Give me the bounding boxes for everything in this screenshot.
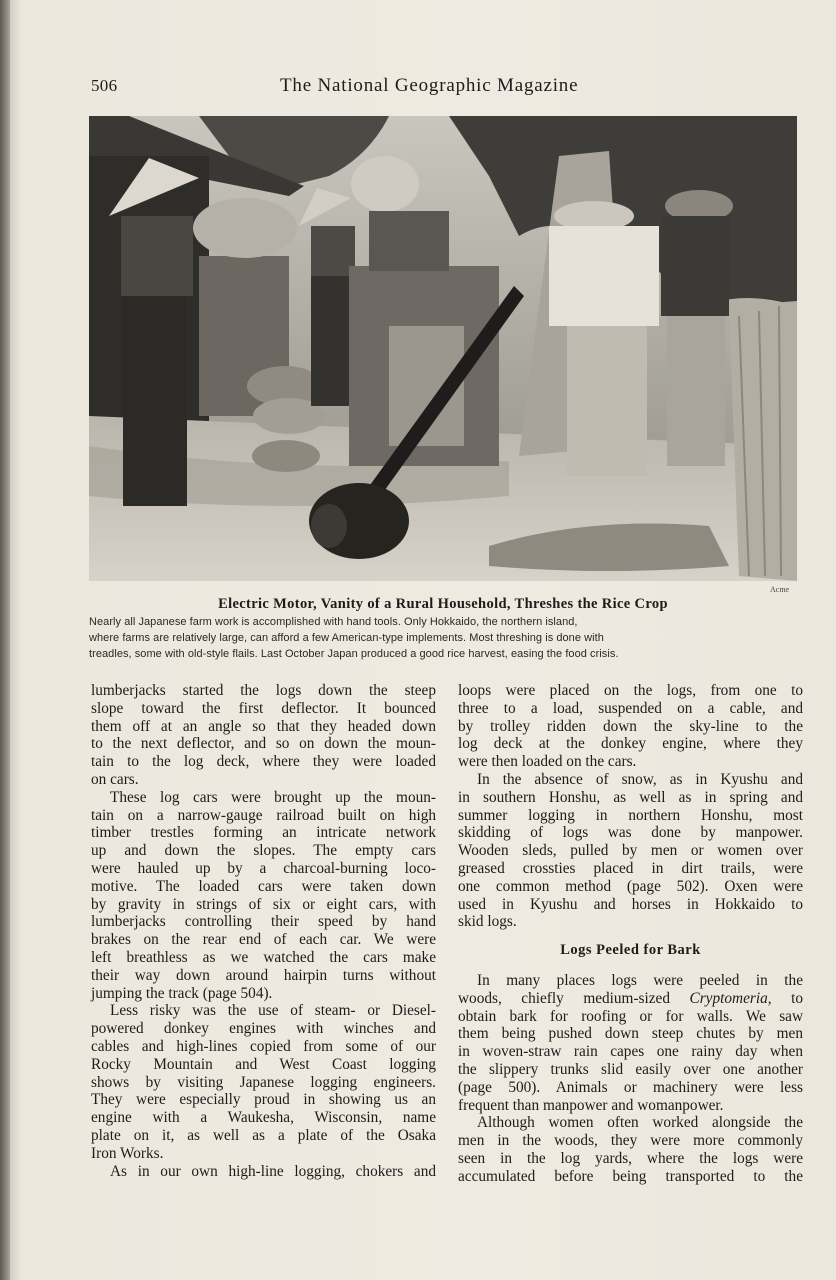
page-number: 506 bbox=[91, 76, 118, 95]
text-line: summer logging in northern Honshu, most bbox=[458, 806, 803, 824]
text-line: left breathless as we watched the cars make bbox=[91, 948, 436, 966]
text-line: In many places logs were peeled in the bbox=[477, 971, 803, 989]
text-fragment: woods, chiefly medium-sized bbox=[458, 989, 690, 1007]
text-line: accumulated before being transported to the bbox=[458, 1167, 803, 1185]
text-line: in woven-straw rain capes one rainy day when bbox=[458, 1043, 803, 1061]
text-line: the slippery trunks slid easily over one another bbox=[458, 1060, 803, 1078]
text-fragment: to bbox=[771, 989, 803, 1007]
section-heading: Logs Peeled for Bark bbox=[560, 942, 701, 959]
text-line: Rocky Mountain and West Coast logging bbox=[91, 1055, 436, 1073]
text-line: seen in the log yards, where the logs were bbox=[458, 1149, 803, 1167]
right-column bbox=[458, 682, 803, 1186]
text-line: Wooden sleds, pulled by men or women over bbox=[458, 842, 803, 860]
text-line: frequent than manpower and womanpower. bbox=[458, 1096, 724, 1114]
caption-line: treadles, some with old-style flails. Last October Japan produced a good rice harvest, easing the food crisis. bbox=[89, 648, 619, 660]
text-line: Although women often worked alongside the bbox=[477, 1114, 803, 1132]
text-line: tain on a narrow-gauge railroad built on high bbox=[91, 806, 436, 824]
photo-credit: Acme bbox=[770, 585, 790, 594]
text-line: lumberjacks started the logs down the steep bbox=[91, 682, 436, 699]
text-line: were then loaded on the cars. bbox=[458, 753, 637, 771]
text-line: men in the woods, they were more commonly bbox=[458, 1132, 803, 1150]
text-line: them off at an angle so that they headed down bbox=[91, 717, 436, 735]
text-line: on cars. bbox=[91, 770, 139, 788]
text-line: three to a load, suspended on a cable, and bbox=[458, 699, 803, 717]
rice-threshing-photo-icon bbox=[89, 116, 797, 581]
text-line: As in our own high-line logging, chokers and bbox=[110, 1162, 436, 1180]
text-line: slope toward the first deflector. It bounced bbox=[91, 699, 436, 717]
text-line: powered donkey engines with winches and bbox=[91, 1020, 436, 1038]
left-column bbox=[91, 682, 436, 1180]
text-line bbox=[458, 990, 803, 1008]
caption-title: Electric Motor, Vanity of a Rural Household, Threshes the Rice Crop bbox=[218, 596, 668, 612]
text-line: brakes on the rear end of each car. We were bbox=[91, 931, 436, 949]
text-line: (page 500). Animals or machinery were less bbox=[458, 1078, 803, 1096]
text-line: log deck at the donkey engine, where they bbox=[458, 735, 803, 753]
text-line: were hauled up by a charcoal-burning loco- bbox=[91, 859, 436, 877]
italic-term: Cryptomeria, bbox=[689, 989, 772, 1007]
text-line: skidding of logs was done by manpower. bbox=[458, 824, 803, 842]
text-line: obtain bark for roofing or for walls. We saw bbox=[458, 1007, 803, 1025]
caption-line: Nearly all Japanese farm work is accomplished with hand tools. Only Hokkaido, the northern island, bbox=[89, 616, 578, 628]
text-line: in southern Honshu, as well as in spring and bbox=[458, 788, 803, 806]
text-line: motive. The loaded cars were taken down bbox=[91, 877, 436, 895]
text-line: In the absence of snow, as in Kyushu and bbox=[477, 770, 803, 788]
text-line: one common method (page 502). Oxen were bbox=[458, 877, 803, 895]
text-line: cables and high-lines copied from some of our bbox=[91, 1037, 436, 1055]
text-line: They were especially proud in showing us an bbox=[91, 1091, 436, 1109]
text-line: their way down around hairpin turns without bbox=[91, 966, 436, 984]
text-line: lumberjacks controlling their speed by hand bbox=[91, 913, 436, 931]
text-line: by gravity in strings of six or eight cars, with bbox=[91, 895, 436, 913]
text-line: Iron Works. bbox=[91, 1144, 164, 1162]
text-line: by trolley ridden down the sky-line to the bbox=[458, 717, 803, 735]
running-head: The National Geographic Magazine bbox=[280, 75, 579, 96]
caption-line: where farms are relatively large, can afford a few American-type implements. Most threshing is done with bbox=[89, 632, 604, 644]
text-line: engine with a Waukesha, Wisconsin, name bbox=[91, 1109, 436, 1127]
text-line: shows by visiting Japanese logging engineers. bbox=[91, 1073, 436, 1091]
text-line: Less risky was the use of steam- or Diesel- bbox=[110, 1002, 436, 1020]
rice-threshing-photo bbox=[89, 116, 797, 581]
text-line: loops were placed on the logs, from one to bbox=[458, 682, 803, 699]
text-line: tain to the log deck, where they were loaded bbox=[91, 753, 436, 771]
page-binding-edge bbox=[0, 0, 10, 1280]
text-line: to the next deflector, and so on down the moun- bbox=[91, 735, 436, 753]
text-line: used in Kyushu and horses in Hokkaido to bbox=[458, 895, 803, 913]
text-line: greased crossties placed in dirt trails, were bbox=[458, 859, 803, 877]
text-line: skid logs. bbox=[458, 913, 517, 931]
text-line: jumping the track (page 504). bbox=[91, 984, 273, 1002]
text-line: up and down the slopes. The empty cars bbox=[91, 842, 436, 860]
text-line: plate on it, as well as a plate of the Osaka bbox=[91, 1126, 436, 1144]
caption-body bbox=[89, 614, 801, 662]
text-line: timber trestles forming an intricate network bbox=[91, 824, 436, 842]
text-line: These log cars were brought up the moun- bbox=[110, 788, 436, 806]
text-line: them being pushed down steep chutes by men bbox=[458, 1025, 803, 1043]
